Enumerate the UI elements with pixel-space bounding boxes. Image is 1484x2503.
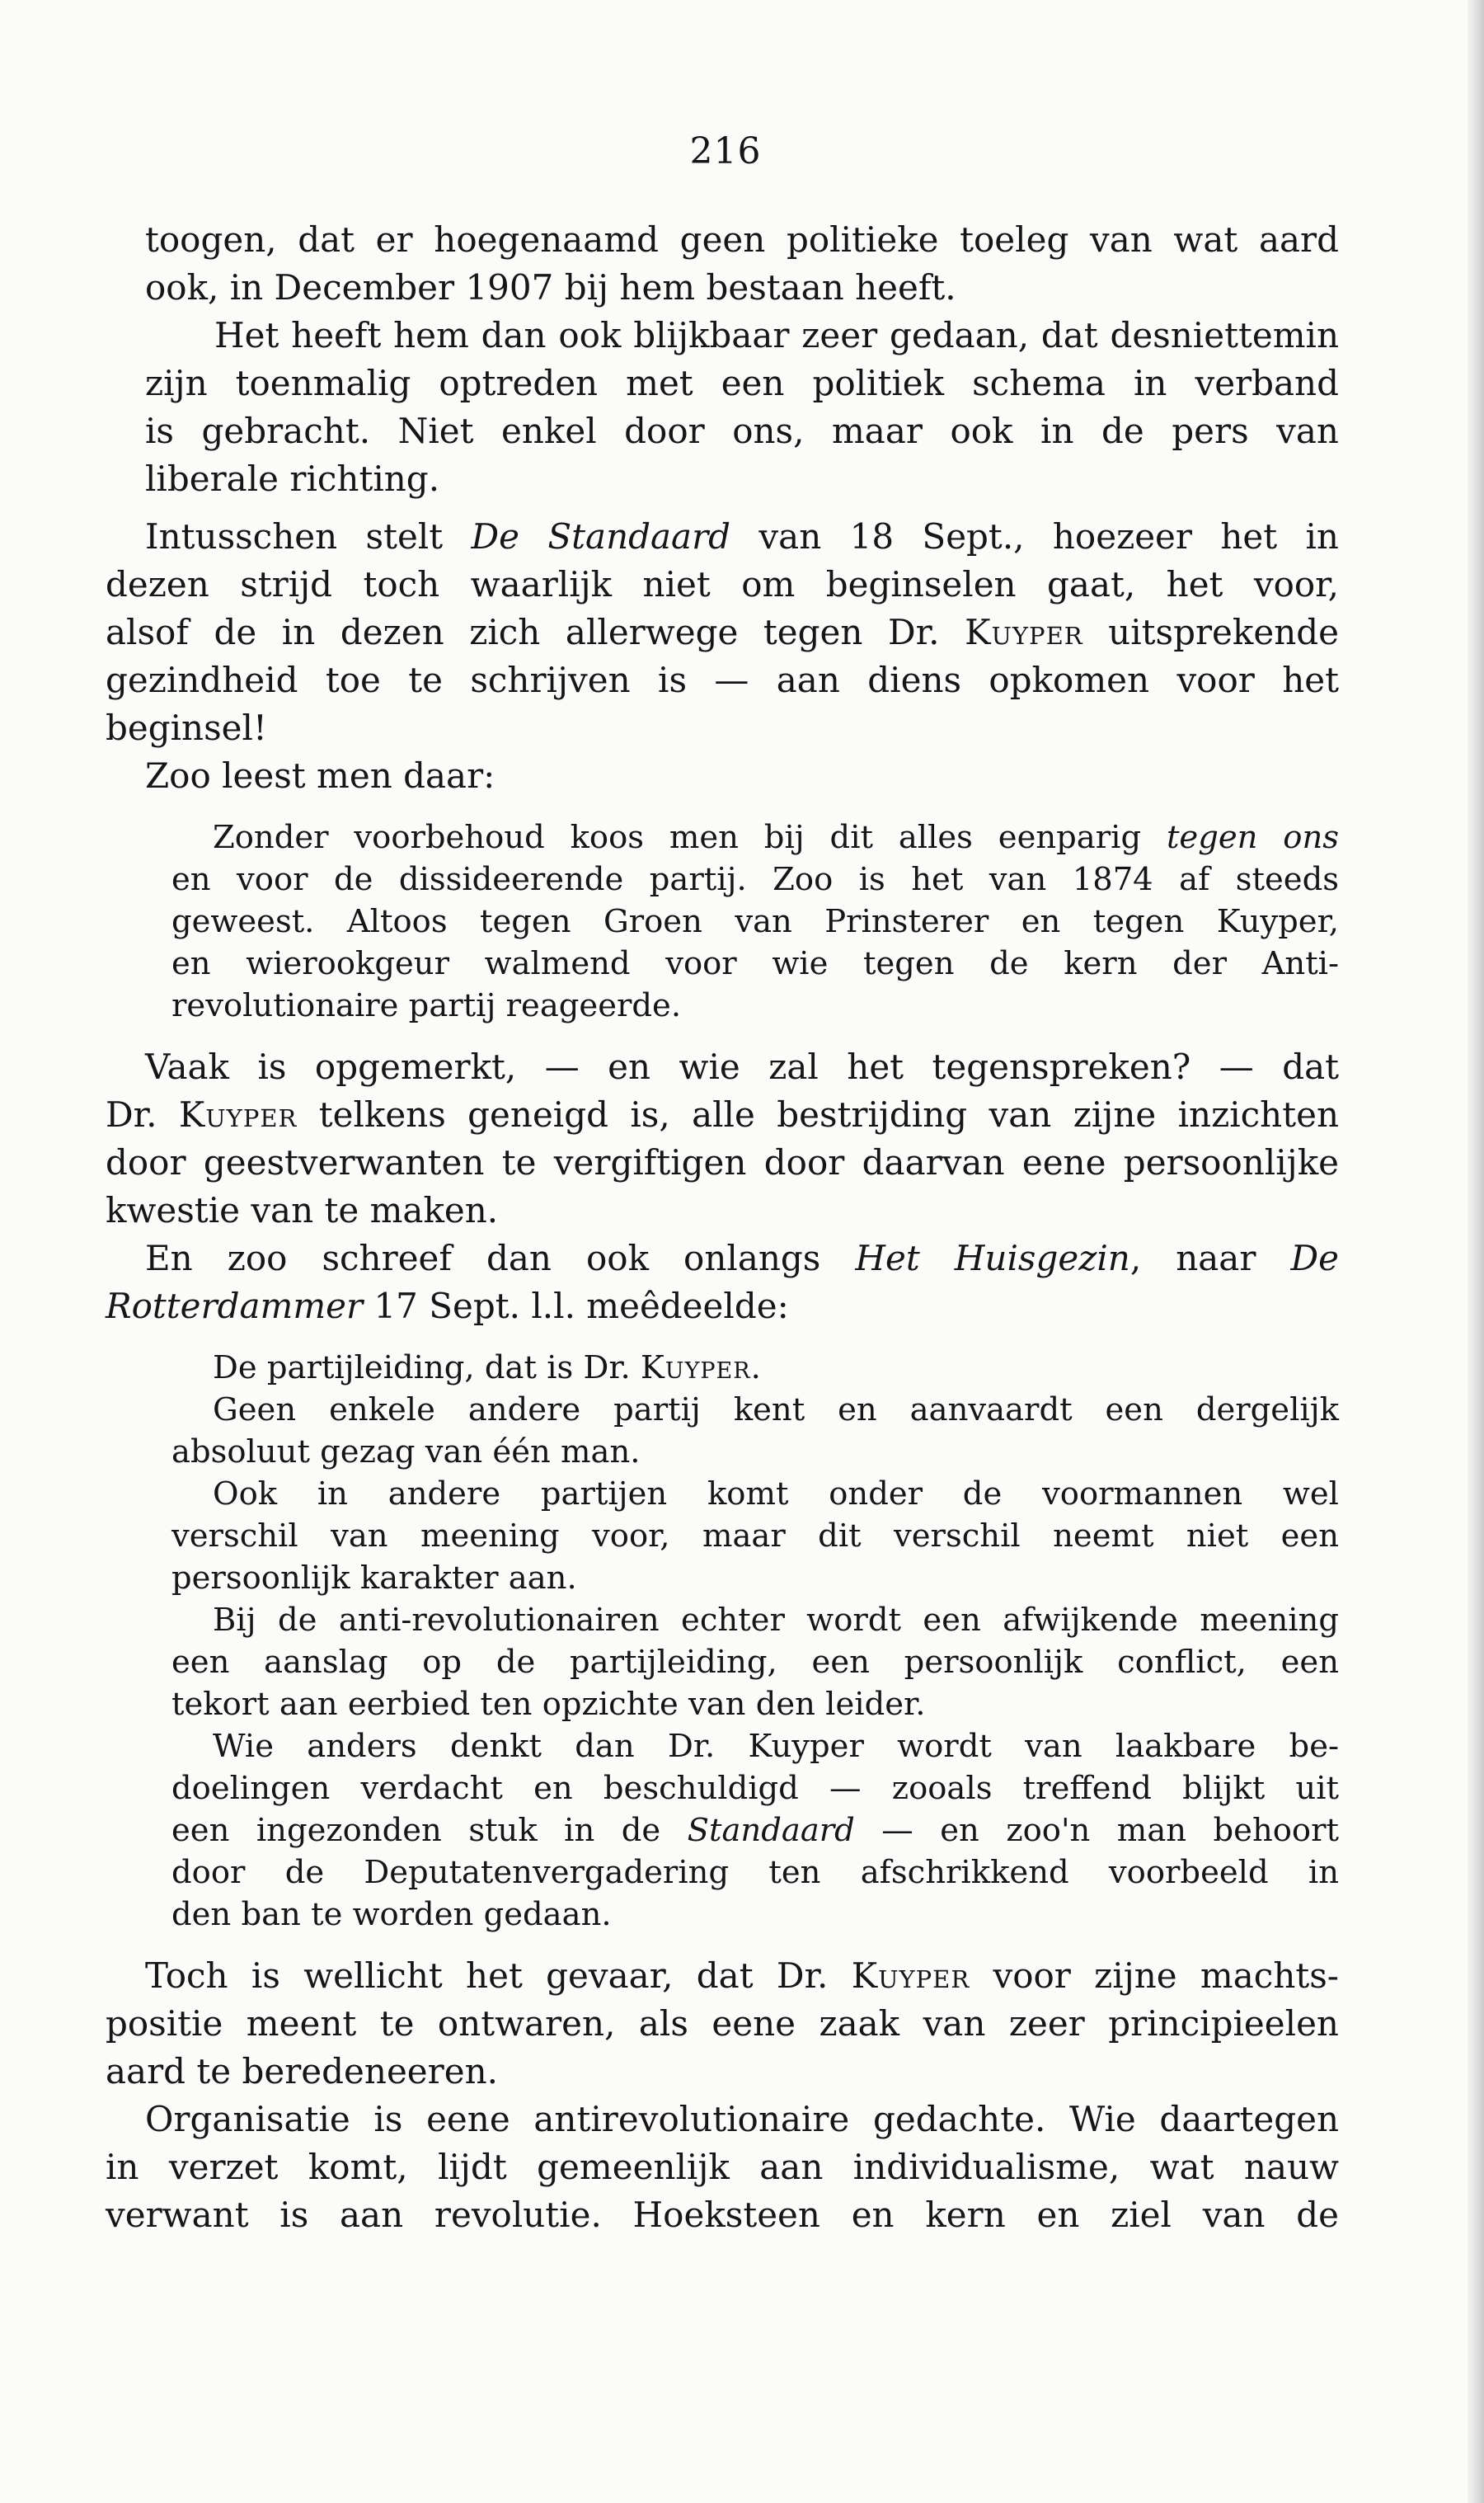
paragraph-5 <box>106 1235 1339 1330</box>
text-line: in verzet komt, lijdt gemeenlijk aan individualisme, wat nauw <box>106 2147 1339 2187</box>
block-quote-1 <box>106 816 1339 1027</box>
text-line: Vaak is opgemerkt, — en wie zal het tegenspreken? — dat <box>145 1047 1339 1087</box>
text-line: En zoo schreef dan ook onlangs Het Huisgezin, naar De <box>145 1238 1339 1278</box>
name-smallcaps: Kuyper <box>178 1094 298 1135</box>
text-line: beginsel! <box>106 708 267 748</box>
newspaper-title: De Standaard <box>471 516 731 557</box>
quote-line: doelingen verdacht en beschuldigd — zooals treffend blijkt uit <box>171 1770 1339 1807</box>
quote-line: persoonlijk karakter aan. <box>171 1560 577 1597</box>
text-line: Dr. Kuyper telkens geneigd is, alle bestrijding van zijne inzichten <box>106 1094 1339 1135</box>
quote-line: door de Deputatenvergadering ten afschrikkend voorbeeld in <box>171 1854 1339 1891</box>
text-line: kwestie van te maken. <box>106 1190 499 1230</box>
name-smallcaps: Kuyper <box>851 1955 970 1996</box>
quote-line: geweest. Altoos tegen Groen van Prinsterer en tegen Kuyper, <box>171 903 1339 940</box>
quote-line: en voor de dissideerende partij. Zoo is het van 1874 af steeds <box>171 861 1339 898</box>
newspaper-title: Standaard <box>687 1812 855 1849</box>
text-line: Rotterdammer 17 Sept. l.l. meêdeelde: <box>106 1286 789 1326</box>
text-line: door geestverwanten te vergiftigen door daarvan eene persoonlijke <box>106 1142 1339 1183</box>
paragraph-1 <box>106 216 1339 503</box>
text-line: toogen, dat er hoegenaamd geen politieke toeleg van wat aard <box>145 219 1339 260</box>
quote-line: een ingezonden stuk in de Standaard — en zoo'n man behoort <box>171 1812 1339 1849</box>
quote-line: Ook in andere partijen komt onder de voormannen wel <box>213 1475 1339 1513</box>
quote-line: revolutionaire partij reageerde. <box>171 987 682 1024</box>
paragraph-2 <box>106 513 1339 752</box>
name-smallcaps: Kuyper <box>965 612 1083 652</box>
body-text <box>106 216 1339 2239</box>
newspaper-title: Het Huisgezin <box>855 1238 1130 1278</box>
text-line: Zoo leest men daar: <box>145 755 495 796</box>
text-line: Intusschen stelt De Standaard van 18 Sept., hoezeer het in <box>145 516 1339 557</box>
text-line: is gebracht. Niet enkel door ons, maar ook in de pers van <box>145 411 1339 451</box>
paragraph-7 <box>106 2096 1339 2239</box>
text-line: gezindheid toe te schrijven is — aan diens opkomen voor het <box>106 660 1339 700</box>
text-line: Toch is wellicht het gevaar, dat Dr. Kuyper voor zijne machts- <box>145 1955 1339 1996</box>
quote-line: Bij de anti-revolutionairen echter wordt een afwijkende meening <box>213 1602 1339 1639</box>
block-quote-2 <box>106 1347 1339 1936</box>
paragraph-6 <box>106 1952 1339 2096</box>
quote-line: tekort aan eerbied ten opzichte van den leider. <box>171 1686 926 1723</box>
paragraph-3 <box>106 752 1339 800</box>
text-line: aard te beredeneeren. <box>106 2051 498 2091</box>
quote-line: verschil van meening voor, maar dit verschil neemt niet een <box>171 1517 1339 1555</box>
quote-line: Wie anders denkt dan Dr. Kuyper wordt van laakbare be- <box>213 1728 1339 1765</box>
text-line: dezen strijd toch waarlijk niet om beginselen gaat, het voor, <box>106 564 1339 605</box>
quote-line: Zonder voorbehoud koos men bij dit alles eenparig tegen ons <box>213 819 1340 856</box>
quote-line: Geen enkele andere partij kent en aanvaardt een dergelijk <box>213 1391 1339 1428</box>
text-line: Organisatie is eene antirevolutionaire gedachte. Wie daartegen <box>145 2099 1339 2139</box>
page-edge-shadow <box>1468 0 1484 2503</box>
quote-line: De partijleiding, dat is Dr. Kuyper. <box>213 1349 761 1386</box>
text-line: zijn toenmalig optreden met een politiek schema in verband <box>145 363 1339 403</box>
text-line: alsof de in dezen zich allerwege tegen Dr. Kuyper uitsprekende <box>106 612 1339 652</box>
text-line: positie meent te ontwaren, als eene zaak van zeer principieelen <box>106 2003 1339 2044</box>
newspaper-title: Rotterdammer <box>106 1286 364 1326</box>
text-line: liberale richting. <box>145 459 440 499</box>
quote-line: en wierookgeur walmend voor wie tegen de kern der Anti- <box>171 945 1339 982</box>
page-number: 216 <box>689 130 762 172</box>
quote-line: absoluut gezag van één man. <box>171 1433 641 1470</box>
paragraph-4 <box>106 1043 1339 1235</box>
quote-line: een aanslag op de partijleiding, een persoonlijk conflict, een <box>171 1644 1339 1681</box>
text-line: verwant is aan revolutie. Hoeksteen en kern en ziel van de <box>106 2195 1339 2235</box>
text-line: Het heeft hem dan ook blijkbaar zeer gedaan, dat desniettemin <box>214 315 1339 355</box>
text-line: ook, in December 1907 bij hem bestaan heeft. <box>145 267 956 308</box>
quote-line: den ban te worden gedaan. <box>171 1896 612 1933</box>
